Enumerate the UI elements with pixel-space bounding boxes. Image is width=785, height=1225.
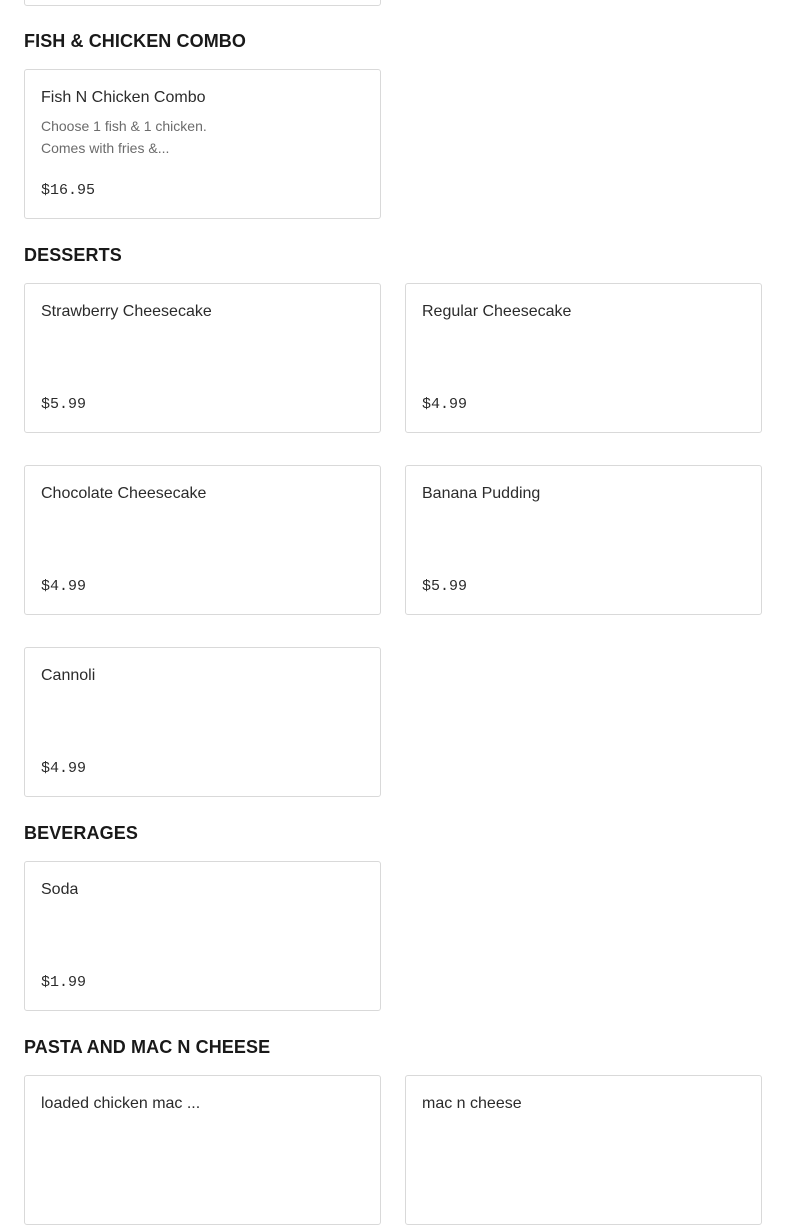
menu-item-price: $16.95: [41, 182, 96, 199]
menu-item-card[interactable]: [24, 465, 381, 615]
menu-item-card[interactable]: [405, 283, 762, 433]
menu-item-card[interactable]: [24, 283, 381, 433]
menu-item-name: Fish N Chicken Combo: [41, 89, 206, 106]
menu-item-description-line: Comes with fries &...: [41, 140, 170, 156]
menu-item-name: Soda: [41, 881, 79, 898]
section-title-beverages: BEVERAGES: [24, 823, 138, 843]
section-title-fish-chicken-combo: FISH & CHICKEN COMBO: [24, 31, 246, 51]
menu-item-description-line: Choose 1 fish & 1 chicken.: [41, 118, 207, 134]
menu-item-card[interactable]: [405, 1075, 762, 1225]
menu-item-card[interactable]: [405, 465, 762, 615]
menu-item-price: $5.99: [41, 396, 87, 413]
menu-item-name: Cannoli: [41, 667, 96, 684]
menu-item-card[interactable]: [24, 861, 381, 1011]
menu-item-price: $4.99: [422, 396, 468, 413]
menu-item-card[interactable]: [24, 1075, 381, 1225]
menu-item-name: mac n cheese: [422, 1095, 522, 1112]
menu-item-name: Banana Pudding: [422, 485, 541, 502]
menu-item-price: $5.99: [422, 578, 468, 595]
menu-item-name: Chocolate Cheesecake: [41, 485, 207, 502]
menu-item-card-partial[interactable]: [24, 0, 381, 6]
menu-item-card[interactable]: [24, 647, 381, 797]
menu-item-name: Regular Cheesecake: [422, 303, 572, 320]
menu-item-price: $4.99: [41, 760, 87, 777]
menu-item-description: [41, 115, 231, 159]
menu-item-name: Strawberry Cheesecake: [41, 303, 212, 320]
menu-item-price: $4.99: [41, 578, 87, 595]
menu-item-price: $1.99: [41, 974, 87, 991]
menu-item-card[interactable]: [24, 69, 381, 219]
section-title-desserts: DESSERTS: [24, 245, 122, 265]
section-title-pasta-mac-n-cheese: PASTA AND MAC N CHEESE: [24, 1037, 271, 1057]
menu-item-name: loaded chicken mac ...: [41, 1095, 201, 1112]
